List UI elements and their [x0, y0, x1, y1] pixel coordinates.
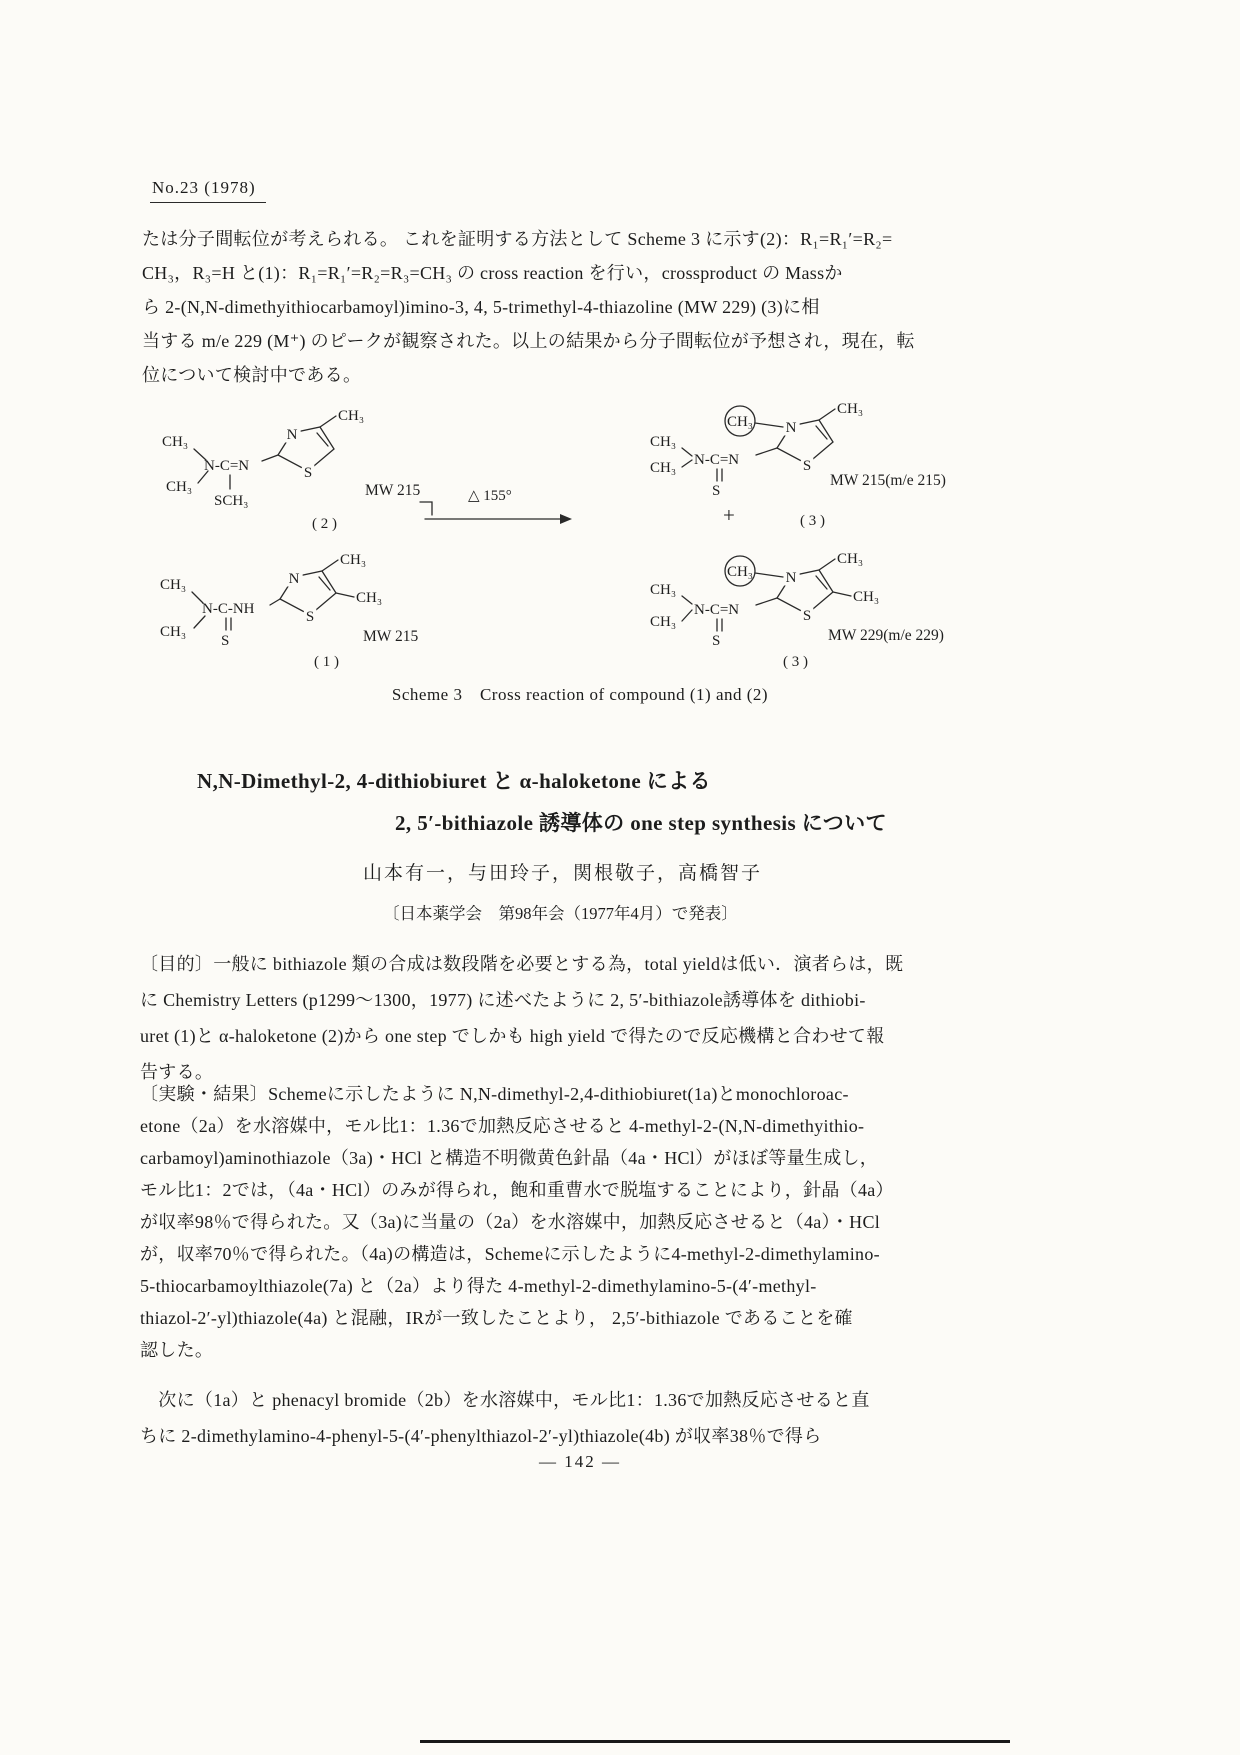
compound-2-structure: [162, 408, 421, 532]
c3a-chain-label: N-C=N: [694, 452, 740, 468]
c3b-n-methyl-label: CH₃: [726, 564, 754, 580]
arrow-head: [560, 514, 572, 524]
bond-line: [322, 560, 338, 571]
c3b-ring-methyl2-label: CH₃: [853, 589, 880, 605]
text-line: ら 2-(N,N-dimethyithiocarbamoyl)imino-3, 4, 5-trimethyl-4-thiazoline (MW 229) (3)に相: [142, 297, 820, 317]
c2-ring-nitrogen-label: N: [286, 427, 298, 443]
author-names: 山本有一，与田玲子，関根敬子，高橋智子: [363, 863, 763, 884]
c3a-ring-methyl-label: CH₃: [837, 401, 864, 417]
c1-ring-methyl2-label: CH₃: [356, 590, 383, 606]
bond-line: [756, 448, 777, 455]
c3a-ring-sulfur-label: S: [802, 458, 812, 474]
c3a-methyl1-label: CH₃: [650, 434, 677, 450]
text-line: 次に（1a）と phenacyl bromide（2b）を水溶媒中，モル比1：1.36で加熱反応させると直: [140, 1390, 870, 1410]
c2-thiomethyl-label: SCH₃: [214, 493, 249, 509]
c1-ring-sulfur-label: S: [305, 609, 315, 625]
presentation-note: 〔日本薬学会 第98年会（1977年4月）で発表〕: [383, 904, 738, 923]
c3b-ring-sulfur-label: S: [802, 608, 812, 624]
text-line: carbamoyl)aminothiazole（3a)・HCl と構造不明微黄色針晶（4a・HCl）がほぼ等量生成し，: [140, 1148, 879, 1168]
results-paragraph: [140, 1078, 1020, 1366]
text-line: 5-thiocarbamoylthiazole(7a) と（2a）より得た 4-methyl-2-dimethylamino-5-(4′-methyl-: [140, 1276, 817, 1296]
text-line: ちに 2-dimethylamino-4-phenyl-5-(4′-phenylthiazol-2′-yl)thiazole(4b) が収率38％で得ら: [140, 1426, 822, 1446]
c3b-ring-nitrogen-label: N: [785, 570, 797, 586]
bond-line: [682, 460, 692, 467]
c1-methyl1-label: CH₃: [160, 577, 187, 593]
continuation-paragraph: [140, 1382, 1020, 1454]
text-line: 〔目的〕一般に bithiazole 類の合成は数段階を必要とする為，total yieldは低い．演者らは，既: [140, 954, 904, 974]
bond-line: [262, 455, 278, 461]
scan-artifact-line: [420, 1740, 1010, 1743]
c2-mw-label: MW 215: [365, 482, 421, 499]
c2-ring-methyl-label: CH₃: [338, 408, 365, 424]
c3a-n-methyl-label: CH₃: [726, 414, 754, 430]
bond-line: [756, 598, 777, 605]
text-line: 位について検討中である。: [142, 365, 362, 385]
text-line: uret (1)と α-haloketone (2)から one step でしかも high yield で得たので反応機構と合わせて報: [140, 1026, 885, 1046]
page-number: — 142 —: [539, 1452, 621, 1471]
bond-line: [320, 416, 336, 427]
c3a-ring-nitrogen-label: N: [785, 420, 797, 436]
plus-sign: +: [723, 503, 735, 527]
bond-line: [682, 610, 692, 621]
text-line: に Chemistry Letters (p1299～1300，1977) に述べたように 2, 5′-bithiazole誘導体を dithiobi-: [140, 990, 866, 1010]
c3b-methyl2-label: CH₃: [650, 614, 677, 630]
text-line: CH₃，R₃=H と(1)：R₁=R₁′=R₂=R₃=CH₃ の cross reaction を行い，crossproduct の Massか: [142, 263, 843, 283]
c2-ring-sulfur-label: S: [303, 465, 313, 481]
text-line: etone（2a）を水溶媒中，モル比1：1.36で加熱反応させると 4-methyl-2-(N,N-dimethyithio-: [140, 1116, 865, 1136]
c1-ring-nitrogen-label: N: [288, 571, 300, 587]
c1-chain-label: N-C-NH: [202, 601, 255, 617]
bond-line: [682, 596, 692, 604]
c2-methyl1-label: CH₃: [162, 434, 189, 450]
article-title-line1: N,N-Dimethyl-2, 4-dithiobiuret と α-haloketone による: [197, 769, 711, 793]
text-line: が，収率70％で得られた。（4a)の構造は，Schemeに示したように4-methyl-2-dimethylamino-: [140, 1244, 880, 1264]
reaction-arrow: [420, 488, 572, 524]
c3a-number-label: ( 3 ): [800, 513, 825, 529]
double-bond-line: [317, 433, 328, 446]
issue-header: No.23 (1978): [150, 178, 266, 203]
c3b-thione-sulfur-label: S: [712, 633, 721, 649]
delta-temperature-label: △ 155°: [468, 488, 512, 504]
c1-thione-sulfur-label: S: [221, 633, 230, 649]
c2-chain-label: N-C=N: [204, 458, 250, 474]
article-title-line2: 2, 5′-bithiazole 誘導体の one step synthesis について: [395, 811, 887, 835]
text-line: モル比1：2では，（4a・HCl）のみが得られ，飽和重曹水で脱塩することにより，針晶（4a）: [140, 1180, 894, 1200]
c1-ring-methyl1-label: CH₃: [340, 552, 367, 568]
compound-3-upper-structure: [650, 401, 946, 529]
text-line: 認した。: [140, 1340, 214, 1360]
text-line: が収率98％で得られた。又（3a)に当量の（2a）を水溶媒中，加熱反応させると（4a）・HCl: [140, 1212, 881, 1232]
bond-line: [682, 448, 692, 456]
c1-number-label: ( 1 ): [314, 654, 339, 670]
compound-3-lower-structure: [650, 551, 944, 670]
scheme-caption: Scheme 3 Cross reaction of compound (1) and (2): [391, 685, 769, 704]
c3a-thione-sulfur-label: S: [712, 483, 721, 499]
c3b-chain-label: N-C=N: [694, 602, 740, 618]
compound-1-structure: [160, 552, 419, 670]
bond-line: [819, 559, 835, 570]
text-line: thiazol-2′-yl)thiazole(4a) と混融，IRが一致したことより， 2,5′-bithiazole であることを確: [140, 1308, 853, 1328]
double-bond-line: [319, 577, 330, 590]
c1-methyl2-label: CH₃: [160, 624, 187, 640]
c2-number-label: ( 2 ): [312, 516, 337, 532]
text-line: 告する。: [140, 1062, 214, 1082]
c3b-mw-label: MW 229(m/e 229): [828, 627, 944, 644]
double-bond-line: [816, 576, 827, 589]
c3a-mw-label: MW 215(m/e 215): [830, 472, 946, 489]
text-line: たは分子間転位が考えられる。 これを証明する方法として Scheme 3 に示す(2)：R₁=R₁′=R₂=: [142, 229, 893, 249]
c3b-methyl1-label: CH₃: [650, 582, 677, 598]
c3b-ring-methyl1-label: CH₃: [837, 551, 864, 567]
double-bond-line: [816, 426, 827, 439]
bond-line: [194, 616, 205, 628]
text-line: 〔実験・結果〕Schemeに示したように N,N-dimethyl-2,4-dithiobiuret(1a)とmonochloroac-: [140, 1084, 849, 1104]
c3b-number-label: ( 3 ): [783, 654, 808, 670]
bond-line: [755, 423, 783, 427]
scheme-3-diagram: [140, 398, 1020, 678]
bond-line: [833, 592, 851, 596]
intro-paragraph: [142, 222, 1022, 392]
text-line: 当する m/e 229 (M⁺) のピークが観察された。以上の結果から分子間転位が予想され，現在，転: [142, 331, 915, 351]
c1-mw-label: MW 215: [363, 628, 419, 645]
bond-line: [270, 599, 280, 605]
c2-methyl2-label: CH₃: [166, 479, 193, 495]
c3a-methyl2-label: CH₃: [650, 460, 677, 476]
bond-line: [755, 573, 783, 577]
bracket-mark: [420, 502, 432, 515]
purpose-paragraph: [140, 946, 1020, 1090]
bond-line: [336, 593, 354, 597]
bond-line: [819, 409, 835, 420]
